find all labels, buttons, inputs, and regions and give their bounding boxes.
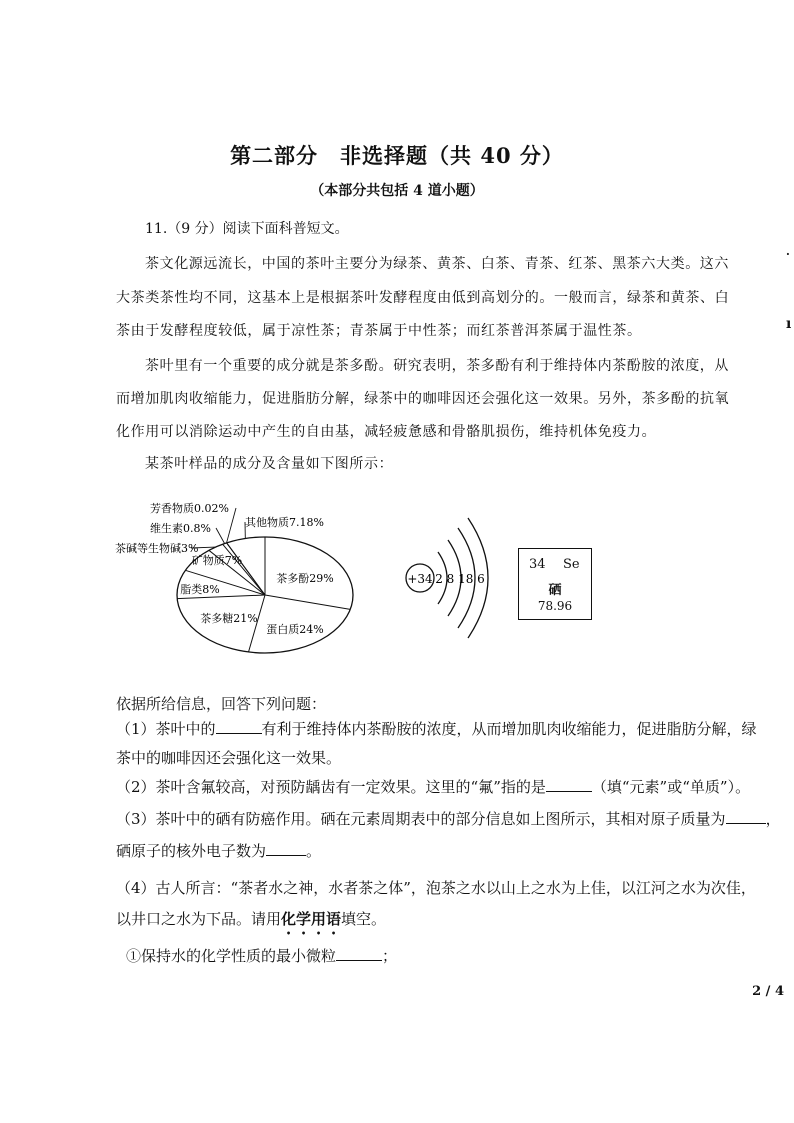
q3-text-c: 硒原子的核外电子数为 [116, 842, 267, 860]
q3-text-a: （3）茶叶中的硒有防癌作用。硒在元素周期表中的部分信息如上图所示，其相对原子质量为 [116, 810, 726, 828]
q4-1-text: ①保持水的化学性质的最小微粒 [126, 947, 337, 965]
q3-text-b: ， [765, 810, 781, 828]
tea-composition-pie-chart [105, 490, 375, 665]
atomic-number: 34 [529, 557, 546, 572]
pie-slice-label: 茶碱等生物碱3% [115, 542, 199, 555]
element-name: 硒 [548, 583, 562, 598]
pie-slice-label: 茶多酚29% [276, 572, 334, 585]
paragraph-1-line-1: 茶文化源远流长，中国的茶叶主要分为绿茶、黄茶、白茶、青茶、红茶、黑茶六大类。这六 [145, 256, 729, 272]
question-2 [116, 776, 750, 797]
q1-text-a: （1）茶叶中的 [116, 720, 216, 738]
answer-blank-4[interactable] [266, 841, 306, 856]
q3-text-d: 。 [306, 842, 322, 860]
question-11-intro: 11.（9 分）阅读下面科普短文。 [145, 221, 349, 237]
paragraph-1-line-2: 大茶类茶性均不同，这基本上是根据茶叶发酵程度由低到高划分的。一般而言，绿茶和黄茶、白 [116, 290, 730, 306]
selenium-atom-diagram [400, 512, 510, 647]
pie-slice-label: 茶多糖21% [200, 612, 258, 625]
question-1-line-1 [116, 718, 757, 739]
section-title: 第二部分 非选择题（共 40 分） [230, 143, 564, 168]
question-4-line-1: （4）古人所言：“茶者水之神，水者茶之体”，泡茶之水以山上之水为上佳，以江河之水为次佳， [116, 879, 756, 897]
answer-blank-3[interactable] [726, 809, 766, 824]
question-4-line-2 [116, 908, 386, 938]
nucleus-charge: +34 [407, 572, 433, 586]
answer-blank-1[interactable] [216, 719, 262, 734]
pie-slice-label: 脂类8% [180, 583, 220, 596]
q4-text-b: 以井口之水为下品。请用 [116, 910, 282, 928]
questions-lead: 依据所给信息，回答下列问题： [116, 695, 327, 713]
q4-emphasis: 化学用语 [281, 910, 342, 928]
question-3-line-1 [116, 808, 781, 829]
question-3-line-2 [116, 840, 321, 861]
question-1-line-2: 茶中的咖啡因还会强化这一效果。 [116, 749, 342, 767]
pie-slice-label: 其他物质7.18% [245, 516, 324, 529]
answer-blank-2[interactable] [546, 777, 592, 792]
sample-intro: 某茶叶样品的成分及含量如下图所示： [145, 456, 394, 472]
q4-text-c: 填空。 [341, 910, 387, 928]
edge-fragment-1: · [786, 248, 790, 261]
q4-1-end: ； [382, 947, 398, 965]
edge-fragment-2: ı [786, 316, 792, 332]
atomic-mass: 78.96 [537, 599, 573, 613]
pie-slice-label: 蛋白质24% [266, 623, 324, 636]
page-number: 2 / 4 [752, 984, 784, 999]
electron-counts: 2 8 18 6 [435, 572, 485, 586]
paragraph-2-line-1: 茶叶里有一个重要的成分就是茶多酚。研究表明，茶多酚有利于维持体内茶酚胺的浓度，从 [145, 358, 729, 374]
q2-text-b: （填“元素”或“单质”）。 [591, 778, 751, 796]
pie-leader-line [216, 528, 225, 543]
pie-slice-label: 维生素0.8% [150, 522, 211, 535]
element-symbol: Se [563, 557, 580, 572]
periodic-element-box [518, 548, 592, 620]
q2-text-a: （2）茶叶含氟较高，对预防龋齿有一定效果。这里的“氟”指的是 [116, 778, 546, 796]
answer-blank-5[interactable] [336, 946, 382, 961]
paragraph-2-line-2: 而增加肌肉收缩能力，促进脂肪分解，绿茶中的咖啡因还会强化这一效果。另外，茶多酚的抗氧 [116, 391, 730, 407]
pie-slice-label: 芳香物质0.02% [150, 502, 229, 515]
q1-text-b: 有利于维持体内茶酚胺的浓度，从而增加肌肉收缩能力，促进脂肪分解，绿 [261, 720, 757, 738]
paragraph-1-line-3: 茶由于发酵程度较低，属于凉性茶；青茶属于中性茶；而红茶普洱茶属于温性茶。 [116, 323, 642, 339]
section-subtitle: （本部分共包括 4 道小题） [310, 183, 484, 199]
paragraph-2-line-3: 化作用可以消除运动中产生的自由基，减轻疲惫感和骨骼肌损伤，维持机体免疫力。 [116, 424, 657, 440]
question-4-sub-1 [126, 945, 397, 966]
pie-slice-label: 矿物质7% [191, 554, 243, 567]
